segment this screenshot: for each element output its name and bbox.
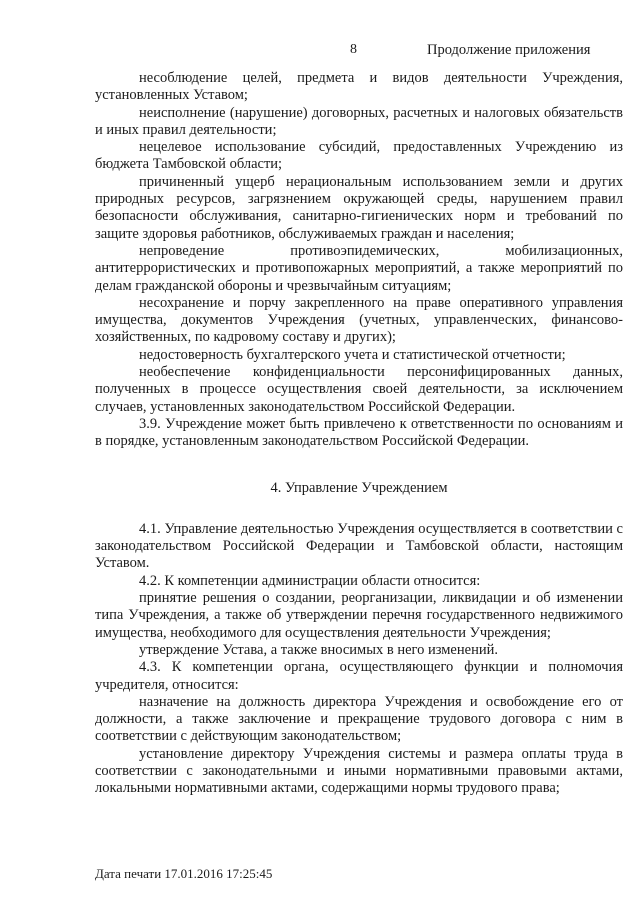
paragraph: непроведение противоэпидемических, мобилизационных, антитеррористических и противопожарных мероприятий, а также мероприятий по делам гражданской обороны и чрезвычайным ситуациям;: [95, 242, 623, 294]
header-note: Продолжение приложения: [427, 42, 591, 58]
print-date: Дата печати 17.01.2016 17:25:45: [95, 866, 273, 881]
paragraph: нецелевое использование субсидий, предоставленных Учреждению из бюджета Тамбовской области;: [95, 139, 623, 173]
paragraph: назначение на должность директора Учреждения и освобождение его от должности, а также заключение и прекращение трудового договора с ним в соответствии с действующим законодательством;: [95, 693, 623, 745]
paragraph: неисполнение (нарушение) договорных, расчетных и налоговых обязательств и иных правил деятельности;: [95, 104, 623, 138]
paragraph: принятие решения о создании, реорганизации, ликвидации и об изменении типа Учреждения, а также об утверждении перечня государственного недвижимого имущества, необходимого для осуществления деятельности Учреждения;: [95, 590, 623, 641]
paragraph: утверждение Устава, а также вносимых в него изменений.: [139, 641, 498, 658]
paragraph: недостоверность бухгалтерского учета и статистической отчетности;: [139, 346, 566, 363]
document-body: [95, 70, 623, 798]
paragraph: установление директору Учреждения системы и размера оплаты труда в соответствии с законодательными и иными нормативными правовыми актами, локальными нормативными актами, содержащими нормы трудового права;: [95, 745, 623, 797]
paragraph: 4.1. Управление деятельностью Учреждения осуществляется в соответствии с законодательством Российской Федерации и Тамбовской области, настоящим Уставом.: [95, 520, 623, 572]
paragraph: 4.2. К компетенции администрации области относится:: [139, 572, 481, 589]
paragraph: 4.3. К компетенции органа, осуществляющего функции и полномочия учредителя, относится:: [95, 659, 623, 693]
page-number: 8: [350, 42, 357, 57]
section-heading: 4. Управление Учреждением: [270, 479, 448, 496]
paragraph: 3.9. Учреждение может быть привлечено к ответственности по основаниям и в порядке, установленным законодательством Российской Федерации.: [95, 415, 623, 450]
paragraph: несоблюдение целей, предмета и видов деятельности Учреждения, установленных Уставом;: [95, 70, 623, 104]
paragraph: несохранение и порчу закрепленного на праве оперативного управления имущества, документов Учреждения (учетных, управленческих, финансово-хозяйственных, по кадровому составу и других);: [95, 294, 623, 346]
paragraph: причиненный ущерб нерациональным использованием земли и других природных ресурсов, загрязнением окружающей среды, нарушением правил безопасности обслуживания, санитарно-гигиенических норм и требований по защите здоровья работников, обслуживаемых граждан и населения;: [95, 173, 623, 242]
paragraph: необеспечение конфиденциальности персонифицированных данных, полученных в процессе осуществления своей деятельности, за исключением случаев, установленных законодательством Российской Федерации.: [95, 364, 623, 415]
